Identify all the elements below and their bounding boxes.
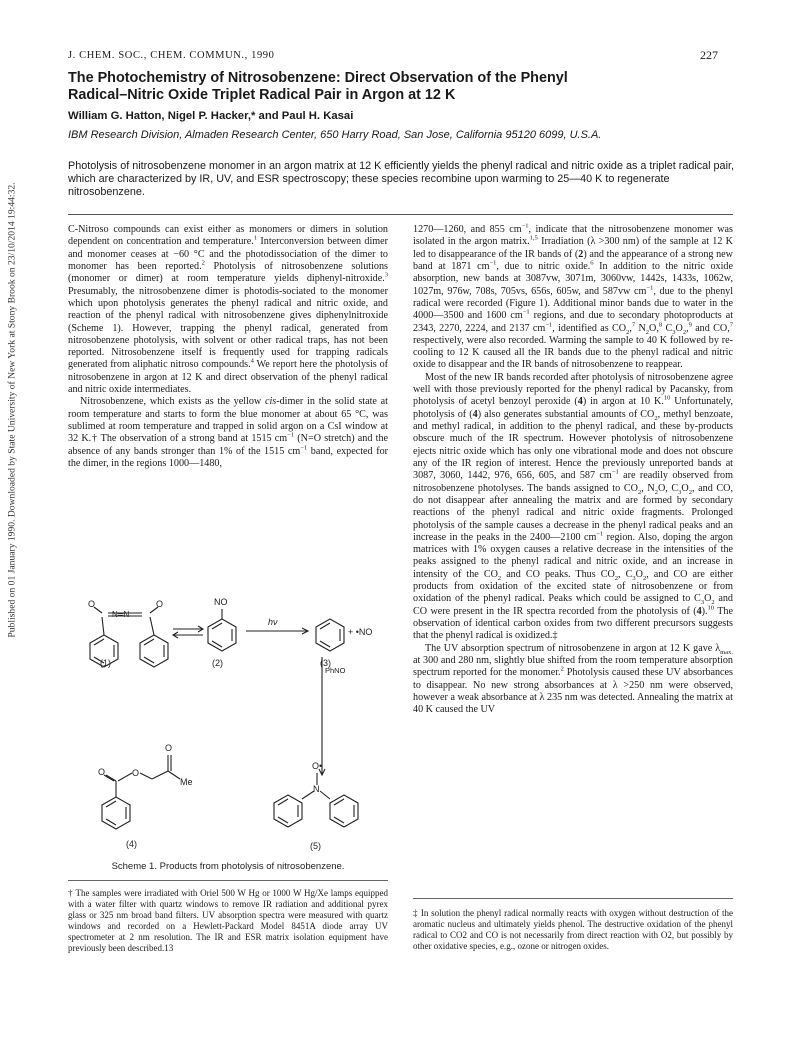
benzene-ring-2 — [208, 619, 236, 651]
scheme-label-o: O — [132, 768, 140, 778]
paragraph: Most of the new IR bands recorded after photolysis of nitrosobenzene agree well with those previously reported for the phenyl radical by Pacansky, from photolysis of acetyl benzoyl peroxide (4) in argon at 10 K.$^{10}$ Unfortunately, photolysis of (4) also generates substantial amounts of $CO_2$, methyl benzoate, and methyl radical, in addition to the phenyl radical, and these by-products obscure much of the IR spectrum. However photolysis of nitrosobenzene ejects nitric oxide which has only one vibrational mode and does not obscure any of the IR region of interest. Hence the previously unreported bands at 3087, 3060, 1442, 976, 656, 605, and 587 $cm^{-1}$ are readily observed from nitrosobenzene photolyses. The bands assigned to $CO_2$, $N_2O$, $C_3O_2$, and CO, do not disappear after annealing the matrix and are formed by secondary reactions of the phenyl radical and nitric oxide fragments. Prolonged photolysis of the sample causes a decrease in the phenyl radical peaks and an increase in the peaks in the 2400—2100 $cm^{-1}$ region. Also, doping the argon matrices with 1% oxygen causes a relative decrease in the intensities of the peaks assigned to the phenyl radical and nitric oxide, and an increase in intensity of the $CO_2$ and CO peaks. Thus $CO_2$, $C_3O_2$, and CO are either products from oxidation of the excited state of nitrosobenzene or from oxidation of the phenyl radical. Peaks which could be assigned to $C_3O_2$ and CO were present in the IR spectra recorded from the photolysis of (4).$^{10}$ The observation of identical carbon oxides from two different precursors suggests that the phenyl radical is oxidized.‡ — [413, 371, 734, 642]
footnote-double-dagger: ‡ In solution the phenyl radical normally reacts with oxygen without destruction of the aromatic nucleus and ultimately yields phenol. The destructive oxidation of the phenyl radical to CO2 and CO is not necessarily from direct reaction with O2, but possibly by other oxidative species, e.g., ozone or nitrogen oxides. — [413, 908, 733, 951]
scheme-label-me: Me — [180, 777, 193, 787]
title-line-2: Radical–Nitric Oxide Triplet Radical Pair in Argon at 12 K — [68, 87, 456, 103]
scheme-label-hv: hν — [268, 617, 278, 627]
scheme-label-no: NO — [214, 597, 228, 607]
body-column-right — [413, 224, 733, 717]
compound-label-2: (2) — [212, 658, 223, 668]
paragraph: C-Nitroso compounds can exist either as monomers or dimers in solution dependent on concentration and temperature.$^1$ Interconversion between dimer and monomer ceases at −60 °C and the photodissociation of the dimer to monomer has been reported.$^2$ Photolysis of nitrosobenzene solutions (monomer or dimer) at room temperature yields diphenyl-nitroxide.$^3$ Presumably, the nitrosobenzene dimer is photodis-sociated to the monomer which upon photolysis generates the phenyl radical and nitric oxide, and reaction of the phenyl radical with nitrosobenzene gives diphenylnitroxide (Scheme 1). However, trapping the phenyl radical, generated from nitrosobenzene photolysis, with solvent or other radical traps, has not been reported. Nitrosobenzene itself is frequently used for trapping radicals generated from aliphatic nitroso compounds.$^4$ We report here the photolysis of nitrosobenzene in argon at 12 K and direct observation of the phenyl radical and nitric oxide intermediates. — [68, 224, 389, 396]
download-watermark — [5, 150, 19, 670]
title-line-1: The Photochemistry of Nitrosobenzene: Direct Observation of the Phenyl — [68, 70, 568, 86]
download-watermark-text: Published on 01 January 1990. Downloaded by State University of New York at Stony Brook on 23/10/2014 19:44:32. — [6, 182, 18, 638]
article-title — [68, 70, 738, 104]
scheme-label-n: N — [313, 784, 320, 794]
scheme-label-plus-no: + •NO — [348, 627, 373, 637]
scheme-label-n-eq-n: N═N — [112, 610, 130, 619]
benzene-ring-5b — [330, 795, 358, 827]
abstract-divider — [68, 214, 733, 215]
benzene-ring-4 — [102, 797, 130, 829]
compound-label-4: (4) — [126, 839, 137, 849]
scheme-label-o-dot: O• — [312, 761, 323, 771]
authors: William G. Hatton, Nigel P. Hacker,* and Paul H. Kasai — [68, 110, 354, 122]
body-column-left — [68, 224, 388, 470]
benzene-ring-5a — [274, 795, 302, 827]
running-head: J. CHEM. SOC., CHEM. COMMUN., 1990 — [68, 50, 275, 61]
scheme-1 — [68, 585, 388, 875]
scheme-label-o: O — [98, 767, 106, 777]
abstract: Photolysis of nitrosobenzene monomer in an argon matrix at 12 K efficiently yields the phenyl radical and nitric oxide as a triplet radical pair, which are characterized by IR, UV, and ESR spectroscopy; these species recombine upon warming to 25—40 K to regenerate nitrosobenzene. — [68, 160, 734, 199]
scheme-caption: Scheme 1. Products from photolysis of nitrosobenzene. — [111, 861, 345, 872]
benzene-ring-1b — [140, 635, 168, 667]
scheme-label-phno: PhNO — [325, 666, 346, 675]
page-number: 227 — [700, 48, 718, 62]
affiliation: IBM Research Division, Almaden Research Center, 650 Harry Road, San Jose, California 95120 6099, U.S.A. — [68, 129, 602, 141]
footnote-dagger: † The samples were irradiated with Oriel 500 W Hg or 1000 W Hg/Xe lamps equipped with a water filter with quartz windows to remove IR radiation and additional pyrex glass or 325 nm broad band filters. UV absorption spectra were measured with quartz windows and recorded on a Hewlett-Packard Model 8451A diode array UV spectrometer at 2 nm resolution. The IR and ESR matrix isolation equipment have previously been described.13 — [68, 888, 388, 953]
scheme-label-o: O — [88, 599, 96, 609]
compound-label-1: (1) — [100, 658, 111, 668]
scheme-drawing — [68, 585, 388, 875]
footnote-divider — [68, 880, 388, 881]
paragraph: Nitrosobenzene, which exists as the yellow cis-dimer in the solid state at room temperature and starts to form the blue monomer at about 65 °C, was sublimed at room temperature and trapped in solid argon on a CsI window at 32 K.† The observation of a strong band at 1515 $cm^{-1}$ (N=O stretch) and the absence of any bands stronger than 1% of the 1515 $cm^{-1}$ band, expected for the dimer, in the regions 1000—1480, — [68, 396, 389, 469]
footnote-divider — [413, 898, 733, 899]
compound-label-5: (5) — [310, 841, 321, 851]
paragraph: 1270—1260, and 855 $cm^{-1}$, indicate that the nitrosobenzene monomer was isolated in the argon matrix.$^{1,5}$ Irradiation (λ >300 nm) of the sample at 12 K led to disappearance of the IR bands of (2) and the appearance of a strong new band at 1871 $cm^{-1}$, due to nitric oxide.$^6$ In addition to the nitric oxide absorption, new bands at 3087vw, 3071m, 3060vw, 1442s, 1433s, 1062w, 1027m, 976w, 708s, 705vs, 656s, 605w, and 587vw $cm^{-1}$, due to the phenyl radical were recorded (Figure 1). Additional minor bands due to water in the 4000—3500 and 1600 $cm^{-1}$ regions, and due to secondary photoproducts at 2343, 2270, 2224, and 2137 $cm^{-1}$, identified as $CO_2,^7$ $N_2O,^8$ $C_3O_2,^9$ and CO,$^7$ respectively, were also recorded. Warming the sample to 40 K followed by re-cooling to 12 K caused all the IR bands due to the phenyl radical and nitric oxide to disappear and the IR bands of nitrosobenzene to reappear. — [413, 222, 734, 371]
scheme-label-o: O — [156, 599, 164, 609]
compound-label-3: (3) — [320, 658, 331, 668]
scheme-label-o: O — [165, 743, 173, 753]
benzene-ring-3 — [316, 619, 344, 651]
paragraph: The UV absorption spectrum of nitrosobenzene in argon at 12 K gave $\lambda_{max.}$ at 300 and 280 nm, slightly blue shifted from the room temperature absorption spectrum reported for the monomer.$^2$ Photolysis caused these UV absorbances to disappear. No new strong absorbances at λ >250 nm were observed, however a weak absorbance at λ 235 nm was detected. Annealing the matrix at 40 K caused the UV — [413, 642, 733, 716]
